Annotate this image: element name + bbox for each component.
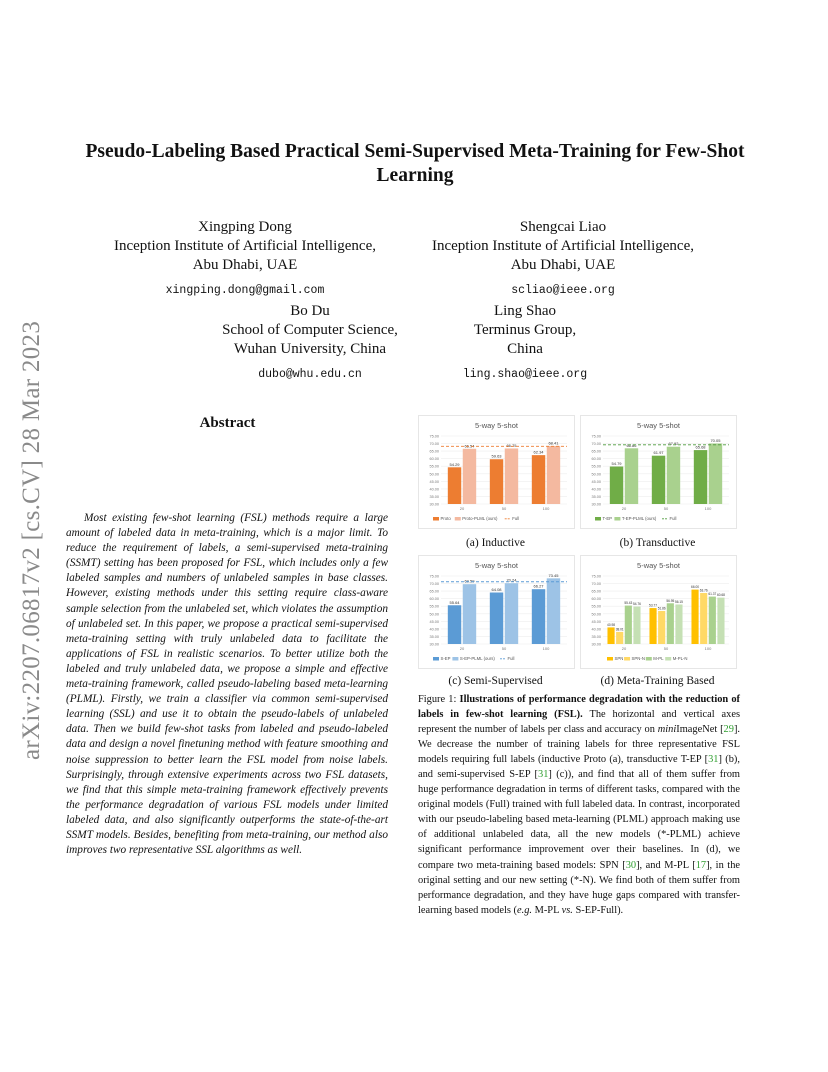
author-location: Wuhan University, China xyxy=(233,341,387,357)
y-tick-label: 65.00 xyxy=(429,589,439,594)
y-tick-label: 45.00 xyxy=(591,619,601,624)
y-tick-label: 45.00 xyxy=(429,619,439,624)
y-tick-label: 55.00 xyxy=(591,464,601,469)
author-affiliation: Inception Institute of Artificial Intelligence, xyxy=(114,238,376,254)
y-tick-label: 60.00 xyxy=(591,457,601,462)
chart-panel-meta-training xyxy=(580,555,737,669)
chart-bar xyxy=(700,593,707,644)
author-name: Xingping Dong xyxy=(198,219,292,235)
bar-value-label: 66.75 xyxy=(506,442,517,448)
author-affiliation: School of Computer Science, xyxy=(222,322,398,338)
bar-value-label: 66.86 xyxy=(626,442,637,448)
caption-fragment: ], in the original setting and our new setting (*-N). We find both of them suffer from performance degradation, and they have huge gaps compared with transfer-learning based models ( xyxy=(418,859,741,916)
figure-caption xyxy=(418,692,740,918)
caption-text xyxy=(418,709,740,916)
x-tick-label: 50 xyxy=(501,646,507,651)
chart-bar xyxy=(709,597,716,644)
x-tick-label: 20 xyxy=(621,646,627,651)
y-tick-label: 40.00 xyxy=(591,627,601,632)
bar-value-label: 66.00 xyxy=(691,585,700,590)
caption-fragment: vs. xyxy=(561,904,573,916)
legend-swatch xyxy=(595,517,601,521)
y-tick-label: 70.00 xyxy=(591,442,601,447)
y-tick-label: 75.00 xyxy=(429,434,439,439)
chart-bar xyxy=(448,467,461,504)
y-tick-label: 45.00 xyxy=(429,479,439,484)
y-tick-label: 30.00 xyxy=(591,502,601,507)
x-tick-label: 20 xyxy=(459,646,465,651)
chart-bar xyxy=(667,603,674,644)
bar-value-label: 64.08 xyxy=(491,587,502,593)
bar-value-label: 55.64 xyxy=(449,599,460,605)
bar-value-label: 65.68 xyxy=(695,444,706,450)
legend-swatch xyxy=(665,657,671,661)
legend-swatch xyxy=(624,657,630,661)
chart-bar xyxy=(490,593,503,644)
author-location: Abu Dhabi, UAE xyxy=(192,257,298,273)
chart-meta-training xyxy=(581,556,736,668)
bar-value-label: 38.01 xyxy=(615,627,624,632)
chart-bar xyxy=(649,608,656,644)
author-name: Ling Shao xyxy=(493,303,557,319)
author-email: scliao@ieee.org xyxy=(511,284,615,297)
legend-swatch xyxy=(433,517,439,521)
y-tick-label: 65.00 xyxy=(591,449,601,454)
caption-fragment: ] (b), and semi-supervised S-EP [ xyxy=(418,754,740,781)
legend-label: T-EP-PLML (ours) xyxy=(621,516,657,521)
legend-label: SPN-N xyxy=(631,656,645,661)
y-tick-label: 55.00 xyxy=(429,464,439,469)
legend-swatch xyxy=(607,657,613,661)
legend-label: Full xyxy=(507,656,515,661)
bar-value-label: 66.54 xyxy=(464,443,475,449)
bar-value-label: 62.34 xyxy=(533,449,544,455)
caption-fragment: S-EP-Full). xyxy=(572,904,624,916)
y-tick-label: 30.00 xyxy=(429,642,439,647)
bar-value-label: 69.59 xyxy=(464,578,475,584)
citation-link[interactable]: 29 xyxy=(723,724,734,736)
citation-link[interactable]: 31 xyxy=(538,769,549,781)
y-tick-label: 60.00 xyxy=(429,457,439,462)
legend-label: Proto-PLML (ours) xyxy=(462,516,498,521)
y-tick-label: 75.00 xyxy=(429,574,439,579)
author-block xyxy=(430,302,620,384)
bar-value-label: 59.63 xyxy=(491,453,502,459)
chart-panel-inductive xyxy=(418,415,575,529)
legend-swatch xyxy=(646,657,652,661)
chart-title: 5-way 5-shot xyxy=(637,421,680,430)
chart-bar xyxy=(675,604,682,644)
subcaption-b: (b) Transductive xyxy=(619,537,696,549)
author-name: Shengcai Liao xyxy=(519,219,607,235)
bar-value-label: 55.43 xyxy=(624,601,633,606)
chart-bar xyxy=(532,455,545,504)
chart-bar xyxy=(691,590,698,644)
author-email: ling.shao@ieee.org xyxy=(462,368,588,381)
chart-bar xyxy=(448,605,461,644)
chart-bar xyxy=(625,448,638,504)
legend-label: S-EP xyxy=(440,656,451,661)
y-tick-label: 35.00 xyxy=(429,494,439,499)
y-tick-label: 70.00 xyxy=(429,442,439,447)
y-tick-label: 50.00 xyxy=(591,612,601,617)
y-tick-label: 40.00 xyxy=(429,627,439,632)
legend-label: S-EP-PLML (ours) xyxy=(459,656,495,661)
y-tick-label: 75.00 xyxy=(591,574,601,579)
bar-value-label: 61.37 xyxy=(708,592,717,597)
y-tick-label: 50.00 xyxy=(429,472,439,477)
bar-value-label: 51.86 xyxy=(657,606,666,611)
author-name: Bo Du xyxy=(290,303,330,319)
x-tick-label: 20 xyxy=(459,506,465,511)
caption-fragment: ] (c)), and find that all of them suffer from huge performance degradation in terms of different tasks, compared with the original models (Full) trained with full labeled data. In contrast, incorporated with our pseudo-labeling based meta-learning (PLML) approach making use of additional unlabeled data, all the new models (*-PLML) achieve significant performance improvement over their baselines. In (d), we compare two meta-training based models: SPN [ xyxy=(418,769,741,871)
caption-label: Figure 1: xyxy=(418,694,457,705)
y-tick-label: 45.00 xyxy=(591,479,601,484)
citation-link[interactable]: 31 xyxy=(708,754,719,766)
chart-panel-transductive xyxy=(580,415,737,529)
legend-swatch xyxy=(452,657,458,661)
bar-value-label: 68.41 xyxy=(548,440,559,446)
x-tick-label: 100 xyxy=(542,506,550,511)
chart-bar xyxy=(658,611,665,644)
y-tick-label: 30.00 xyxy=(429,502,439,507)
bar-value-label: 73.45 xyxy=(548,572,559,578)
chart-bar xyxy=(625,606,632,644)
chart-bar xyxy=(709,443,722,504)
caption-fragment: ]. We decrease the number of training labels for three representative FSL models requiring full labels (inductive Proto (a), transductive T-EP [ xyxy=(418,724,740,766)
bar-value-label: 63.76 xyxy=(699,588,708,593)
y-tick-label: 75.00 xyxy=(591,434,601,439)
chart-bar xyxy=(667,447,680,504)
author-email: dubo@whu.edu.cn xyxy=(258,368,362,381)
bar-value-label: 70.05 xyxy=(710,437,721,443)
y-tick-label: 65.00 xyxy=(591,589,601,594)
chart-bar xyxy=(607,627,614,644)
citation-link[interactable]: 17 xyxy=(695,859,707,871)
author-email: xingping.dong@gmail.com xyxy=(165,284,325,297)
bar-value-label: 67.92 xyxy=(668,441,679,447)
x-tick-label: 50 xyxy=(501,506,507,511)
paper-title: Pseudo-Labeling Based Practical Semi-Supervised Meta-Training for Few-Shot Learning xyxy=(85,141,745,186)
chart-bar xyxy=(463,449,476,504)
y-tick-label: 35.00 xyxy=(591,494,601,499)
chart-bar xyxy=(616,632,623,644)
chart-bar xyxy=(547,578,560,644)
chart-semi-supervised xyxy=(419,556,574,668)
caption-fragment: ImageNet [ xyxy=(676,724,724,736)
chart-panel-semi-supervised xyxy=(418,555,575,669)
chart-bar xyxy=(610,467,623,504)
author-location: Abu Dhabi, UAE xyxy=(510,257,616,273)
legend-label: SPN xyxy=(614,656,624,661)
x-tick-label: 100 xyxy=(704,506,712,511)
author-affiliation: Inception Institute of Artificial Intelligence, xyxy=(432,238,694,254)
y-tick-label: 50.00 xyxy=(591,472,601,477)
x-tick-label: 20 xyxy=(621,506,627,511)
legend-label: T-EP xyxy=(602,516,613,521)
y-tick-label: 70.00 xyxy=(591,582,601,587)
y-tick-label: 40.00 xyxy=(429,487,439,492)
chart-bar xyxy=(505,448,518,504)
chart-bar xyxy=(694,450,707,504)
bar-value-label: 54.79 xyxy=(611,461,622,467)
bar-value-label: 54.29 xyxy=(449,461,460,467)
chart-bar xyxy=(652,456,665,504)
abstract-body: Most existing few-shot learning (FSL) methods require a large amount of labeled data in meta-training, which is a major limit. To reduce the requirement of labels, a semi-supervised meta-training (SSMT) setting has been proposed for FSL, which includes only a few labeled samples and numbers of unlabeled samples in base classes. However, existing methods under this setting require class-aware sample selection from the unlabeled set, which violates the assumption of unlabeled set. In this paper, we propose a practical semi-supervised meta-training setting with truly unlabeled data to facilitate the applications of FSL in realistic scenarios. To better utilize both the labeled and truly unlabeled data, we propose a simple and effective meta-training framework, called pseudo-labeling based meta-learning (PLML). Firstly, we train a classifier via common semi-supervised learning (SSL) and use it to obtain the pseudo-labels of unlabeled data. Then we build few-shot tasks from labeled and pseudo-labeled data and design a novel finetuning method with feature smoothing and noise suppression to better learn the FSL model from noise labels. Surprisingly, through extensive experiments across two FSL datasets, we find that this simple meta-training framework effectively prevents the performance degradation of various FSL models under limited labeled data, and also significantly outperforms the state-of-the-art SSMT models. Besides, benefiting from meta-training, our method also improves two representative SSL algorithms as well. xyxy=(66,512,388,857)
x-tick-label: 50 xyxy=(663,506,669,511)
caption-fragment: mini xyxy=(657,724,677,736)
y-tick-label: 50.00 xyxy=(429,612,439,617)
author-block xyxy=(413,218,713,300)
bar-value-label: 56.95 xyxy=(666,598,675,603)
y-tick-label: 60.00 xyxy=(591,597,601,602)
chart-title: 5-way 5-shot xyxy=(475,561,518,570)
legend-label: Proto xyxy=(440,516,451,521)
y-tick-label: 35.00 xyxy=(591,634,601,639)
chart-bar xyxy=(547,446,560,504)
x-tick-label: 100 xyxy=(704,646,712,651)
chart-bar xyxy=(717,598,724,644)
chart-inductive xyxy=(419,416,574,528)
author-location: China xyxy=(507,341,543,357)
y-tick-label: 30.00 xyxy=(591,642,601,647)
legend-label: Full xyxy=(669,516,677,521)
bar-value-label: 53.77 xyxy=(649,603,658,608)
chart-bar xyxy=(505,583,518,644)
chart-transductive xyxy=(581,416,736,528)
chart-title: 5-way 5-shot xyxy=(475,421,518,430)
arxiv-side-stamp: arXiv:2207.06817v2 [cs.CV] 28 Mar 2023 xyxy=(18,320,45,760)
abstract-heading: Abstract xyxy=(199,415,256,431)
chart-bar xyxy=(463,584,476,644)
y-tick-label: 55.00 xyxy=(429,604,439,609)
legend-swatch xyxy=(433,657,439,661)
caption-fragment: ], and M-PL [ xyxy=(636,859,696,871)
chart-bar xyxy=(532,589,545,644)
caption-bold: Illustrations of performance degradation with the reduction of labels in few-shot learning (FSL). xyxy=(418,694,740,721)
subcaption-a: (a) Inductive xyxy=(465,537,526,549)
legend-label: M-PL xyxy=(653,656,664,661)
x-tick-label: 50 xyxy=(663,646,669,651)
legend-label: M-PL-N xyxy=(672,656,688,661)
x-tick-label: 100 xyxy=(542,646,550,651)
legend-swatch xyxy=(455,517,461,521)
chart-bar xyxy=(633,607,640,644)
bar-value-label: 56.15 xyxy=(674,599,683,604)
legend-swatch xyxy=(614,517,620,521)
caption-fragment: The horizontal and vertical axes represent the number of labels per class and accuracy on xyxy=(418,709,741,736)
caption-fragment: e.g. xyxy=(516,904,532,916)
y-tick-label: 40.00 xyxy=(591,487,601,492)
chart-title: 5-way 5-shot xyxy=(637,561,680,570)
author-affiliation: Terminus Group, xyxy=(473,322,577,338)
y-tick-label: 55.00 xyxy=(591,604,601,609)
legend-label: Full xyxy=(512,516,520,521)
bar-value-label: 66.27 xyxy=(533,583,544,589)
chart-bar xyxy=(490,459,503,504)
y-tick-label: 70.00 xyxy=(429,582,439,587)
bar-value-label: 61.97 xyxy=(653,450,664,456)
y-tick-label: 60.00 xyxy=(429,597,439,602)
bar-value-label: 70.24 xyxy=(506,577,517,583)
author-block xyxy=(195,302,425,384)
y-tick-label: 65.00 xyxy=(429,449,439,454)
bar-value-label: 40.98 xyxy=(607,622,616,627)
bar-value-label: 60.68 xyxy=(716,593,725,598)
citation-link[interactable]: 30 xyxy=(625,859,637,871)
subcaption-c: (c) Semi-Supervised xyxy=(448,675,543,687)
caption-fragment: M-PL xyxy=(532,904,562,916)
bar-value-label: 54.76 xyxy=(632,602,641,607)
y-tick-label: 35.00 xyxy=(429,634,439,639)
subcaption-d: (d) Meta-Training Based xyxy=(600,675,715,687)
author-block xyxy=(95,218,395,300)
